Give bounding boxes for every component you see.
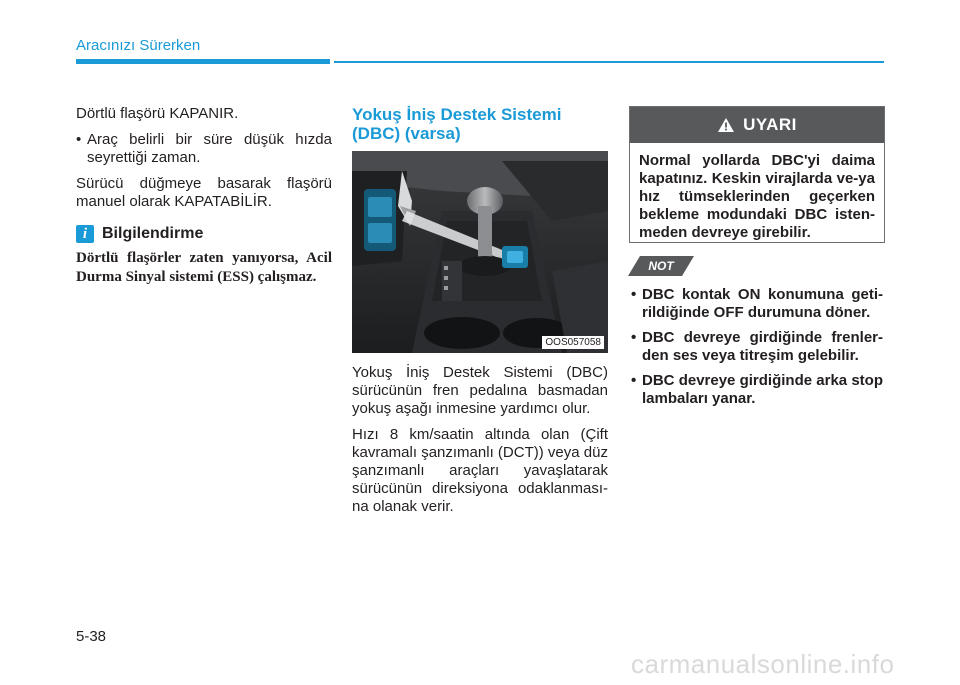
section-title: Aracınızı Sürerken (76, 37, 201, 54)
note-badge (628, 256, 694, 276)
info-heading (76, 225, 332, 243)
note-badge-label: NOT (648, 259, 674, 273)
dbc-heading-line1: Yokuş İniş Destek Sistemi (352, 105, 562, 124)
paragraph: Sürücü düğmeye basarak flaşörü manuel olarak KAPATABİLİR. (76, 175, 332, 210)
bullet-item (76, 131, 332, 167)
photo-code: OOS057058 (542, 336, 604, 349)
info-body: Dörtlü flaşörler zaten yanıyorsa, Acil Durma Sinyal sistemi (ESS) çalışmaz. (76, 250, 332, 285)
dbc-heading (352, 105, 608, 143)
dbc-description (352, 364, 608, 524)
note-list (631, 286, 883, 415)
left-column (76, 105, 332, 287)
note-item (631, 329, 883, 365)
console-illustration (352, 151, 608, 353)
bullet-text: Araç belirli bir süre düşük hızda seyrettiği zaman. (87, 131, 332, 166)
warning-triangle-icon (717, 117, 735, 133)
bullet-dot: • (631, 329, 637, 346)
info-title: Bilgilendirme (102, 225, 204, 242)
warning-body: Normal yollarda DBC'yi daima kapatınız. Keskin virajlarda ve-ya hız tümseklerinden geçerken bekleme modundaki DBC isten-meden devreye girebilir. (639, 152, 875, 241)
note-item-text: DBC kontak ON konumuna geti-rildiğinde OFF durumuna döner. (642, 286, 883, 321)
note-item-text: DBC devreye girdiğinde frenler-den ses veya titreşim gelebilir. (642, 329, 883, 364)
note-item (631, 286, 883, 322)
info-icon: i (76, 225, 94, 243)
warning-box (629, 106, 885, 243)
header-rule-thick (76, 59, 330, 64)
paragraph: Hızı 8 km/saatin altında olan (Çift kavramalı şanzımanlı (DCT)) veya düz şanzımanlı araçları yavaşlatarak sürücünün direksiyona odaklanması-na olanak verir. (352, 426, 608, 515)
dbc-heading-block (352, 105, 608, 143)
bullet-dot: • (76, 131, 82, 148)
paragraph: Yokuş İniş Destek Sistemi (DBC) sürücünün fren pedalına basmadan yokuş aşağı inmesine yardımcı olur. (352, 364, 608, 417)
dbc-console-photo (352, 151, 608, 353)
bullet-dot: • (631, 372, 637, 389)
note-item (631, 372, 883, 408)
header-rule-thin (334, 61, 884, 63)
warning-title: UYARI (743, 115, 797, 134)
warning-header (630, 107, 884, 143)
bullet-dot: • (631, 286, 637, 303)
page-number: 5-38 (76, 628, 107, 645)
paragraph: Dörtlü flaşörü KAPANIR. (76, 105, 239, 122)
note-item-text: DBC devreye girdiğinde arka stop lambaları yanar. (642, 372, 883, 407)
dbc-heading-line2: (DBC) (varsa) (352, 124, 461, 143)
watermark: carmanualsonline.info (631, 649, 895, 679)
